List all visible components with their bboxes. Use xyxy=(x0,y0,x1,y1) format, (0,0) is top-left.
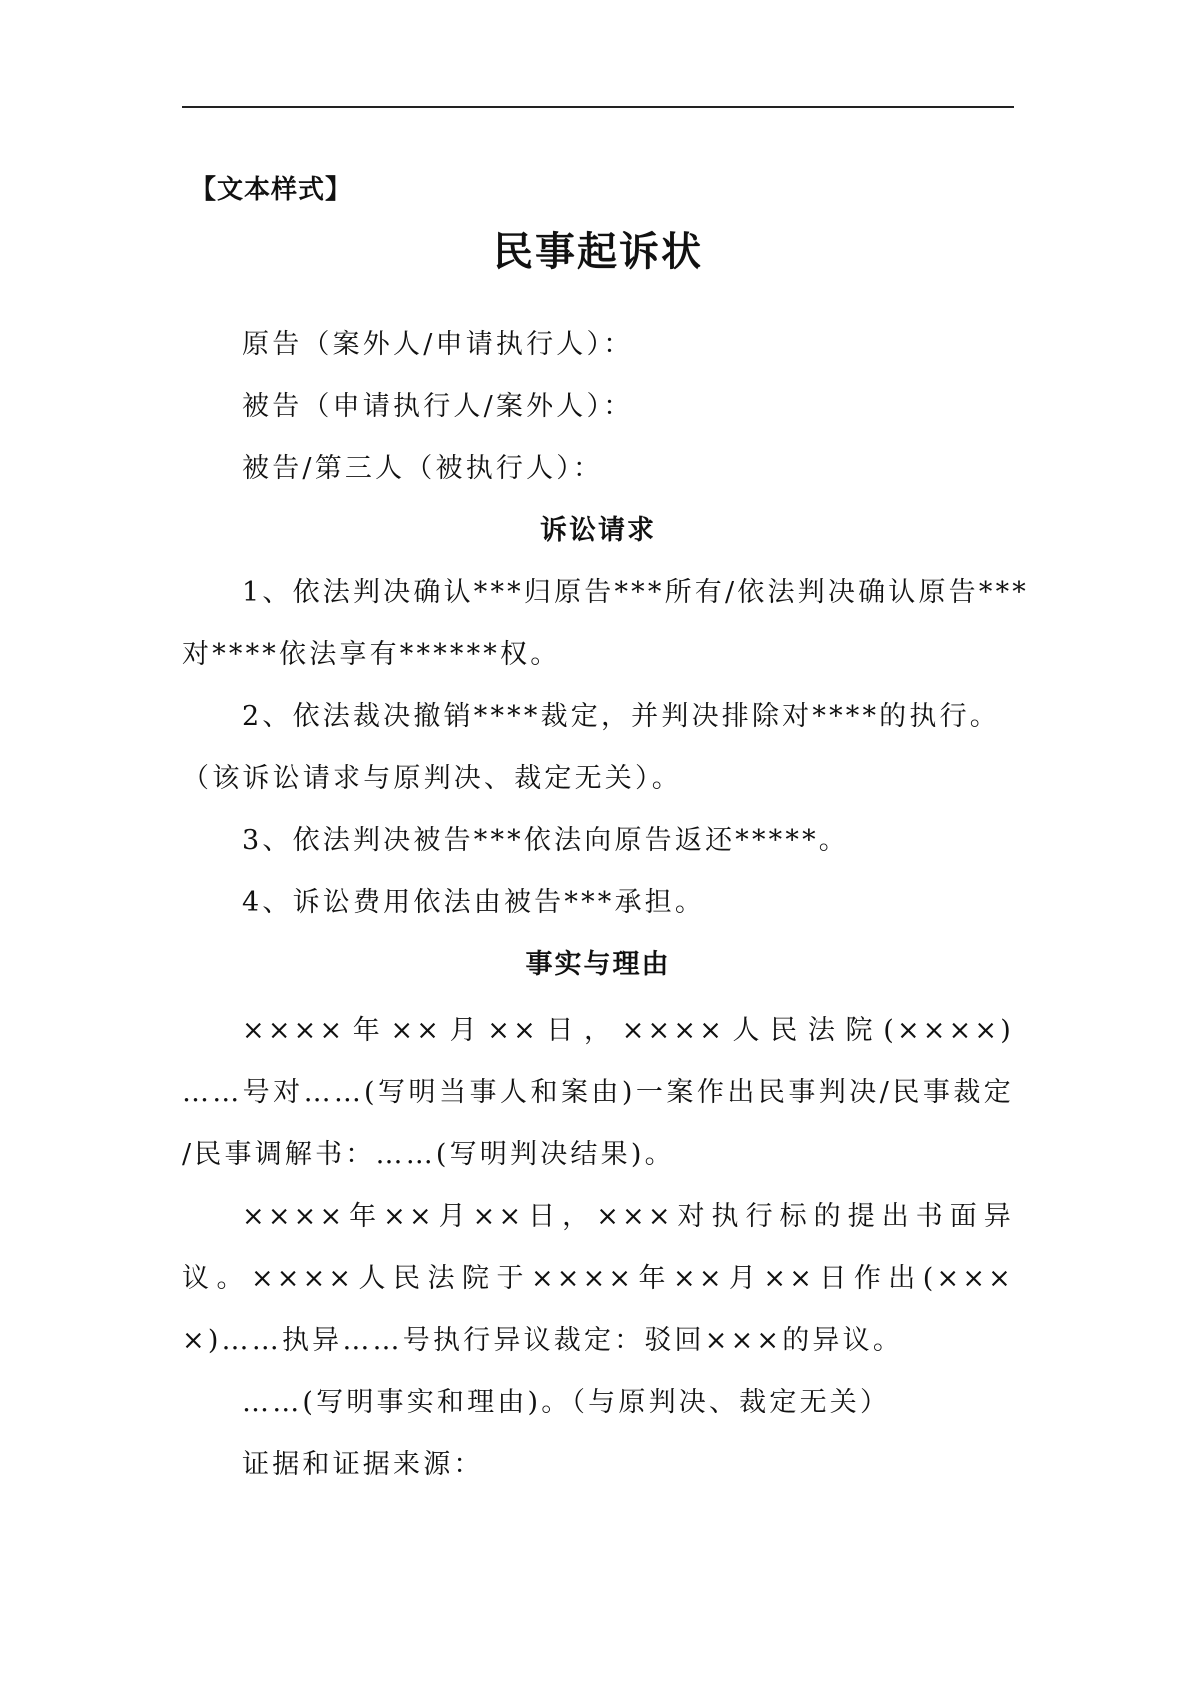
party-plaintiff: 原告（案外人/申请执行人）： xyxy=(242,329,634,360)
facts-para-1-line-1: ××××年××月××日，××××人民法院(××××) xyxy=(242,1015,1014,1046)
claim-item-4: 4、诉讼费用依法由被告***承担。 xyxy=(242,887,706,918)
document-title: 民事起诉状 xyxy=(493,229,703,275)
header-rule xyxy=(182,106,1014,108)
claims-heading: 诉讼请求 xyxy=(540,515,656,546)
facts-para-3: ……(写明事实和理由)。（与原判决、裁定无关） xyxy=(242,1387,891,1418)
claim-item-1-line-2: 对****依法享有******权。 xyxy=(182,639,561,670)
claim-item-3: 3、依法判决被告***依法向原告返还*****。 xyxy=(242,825,849,856)
text-style-tag: 【文本样式】 xyxy=(190,175,353,205)
facts-para-2-line-2: 议。××××人民法院于××××年××月××日作出(××× xyxy=(182,1263,1014,1294)
facts-para-1-line-3: /民事调解书：……(写明判决结果)。 xyxy=(182,1139,675,1170)
claim-item-2-line-1: 2、依法裁决撤销****裁定，并判决排除对****的执行。 xyxy=(242,701,1000,732)
party-defendant: 被告（申请执行人/案外人）： xyxy=(242,391,634,422)
evidence-label: 证据和证据来源： xyxy=(242,1449,484,1480)
claim-item-1-line-1: 1、依法判决确认***归原告***所有/依法判决确认原告*** xyxy=(242,577,1029,608)
facts-heading: 事实与理由 xyxy=(525,949,671,980)
document-body xyxy=(182,314,1029,1496)
party-third-party: 被告/第三人（被执行人）： xyxy=(242,453,604,484)
facts-para-1-line-2: ……号对……(写明当事人和案由)一案作出民事判决/民事裁定 xyxy=(182,1077,1014,1108)
claim-item-2-line-2: （该诉讼请求与原判决、裁定无关）。 xyxy=(182,763,682,794)
facts-para-2-line-1: ××××年××月××日，×××对执行标的提出书面异 xyxy=(242,1201,1014,1232)
facts-para-2-line-3: ×)……执异……号执行异议裁定：驳回×××的异议。 xyxy=(182,1325,904,1356)
